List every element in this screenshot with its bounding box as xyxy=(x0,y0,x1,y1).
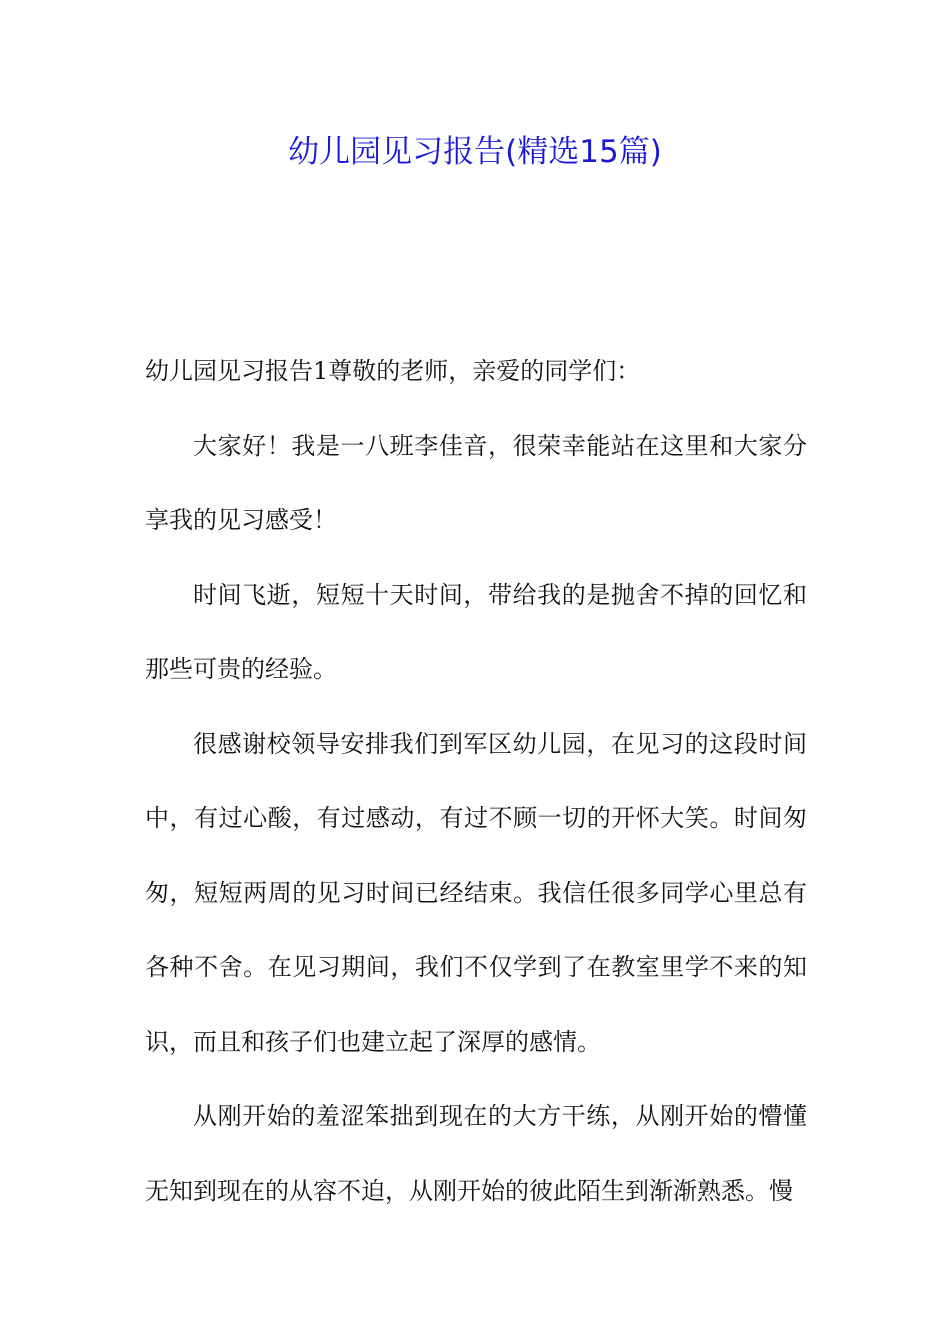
paragraph-1: 幼儿园见习报告1尊敬的老师，亲爱的同学们： xyxy=(145,357,641,385)
document-body xyxy=(145,334,807,1228)
paragraph-2: 大家好！我是一八班李佳音，很荣幸能站在这里和大家分享我的见习感受！ xyxy=(145,431,807,534)
paragraph-5: 从刚开始的羞涩笨拙到现在的大方干练，从刚开始的懵懂无知到现在的从容不迫，从刚开始的彼此陌生到渐渐熟悉。慢 xyxy=(145,1102,807,1205)
document-title: 幼儿园见习报告(精选15篇) xyxy=(288,134,662,170)
paragraph-4: 很感谢校领导安排我们到军区幼儿园，在见习的这段时间中，有过心酸，有过感动，有过不顾一切的开怀大笑。时间匆匆，短短两周的见习时间已经结束。我信任很多同学心里总有各种不舍。在见习期间，我们不仅学到了在教室里学不来的知识，而且和孩子们也建立起了深厚的感情。 xyxy=(145,729,807,1056)
paragraph-3: 时间飞逝，短短十天时间，带给我的是抛舍不掉的回忆和那些可贵的经验。 xyxy=(145,580,807,683)
